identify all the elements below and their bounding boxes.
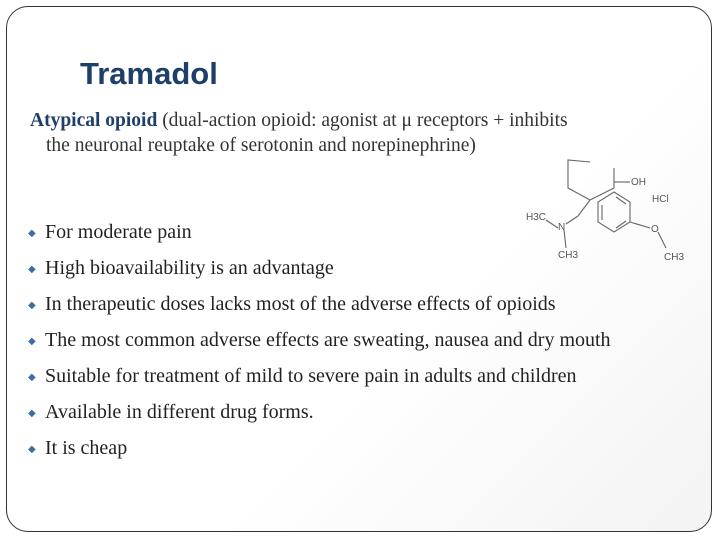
bullet-item — [28, 364, 704, 390]
bullet-text: Suitable for treatment of mild to severe pain in adults and children — [45, 365, 577, 387]
ch3-n-label: CH3 — [558, 250, 579, 261]
bullet-icon: ◆ — [28, 408, 36, 419]
oh-label: OH — [631, 177, 646, 188]
intro-highlight: Atypical opioid — [30, 110, 158, 131]
bullet-icon: ◆ — [28, 228, 36, 239]
bullet-icon: ◆ — [28, 444, 36, 455]
bullet-item — [28, 436, 704, 462]
bullet-text: It is cheap — [45, 437, 128, 459]
hcl-label: HCl — [652, 194, 669, 205]
bullet-text: The most common adverse effects are sweating, nausea and dry mouth — [45, 329, 611, 351]
bullet-item — [28, 328, 704, 354]
h3c-label: H3C — [526, 212, 547, 223]
ch3-o-label: CH3 — [664, 252, 685, 263]
bullet-item — [28, 400, 704, 426]
n-label: N — [558, 222, 566, 233]
slide-title: Tramadol — [80, 56, 218, 91]
bullet-text: Available in different drug forms. — [45, 401, 314, 423]
molecule-bonds — [546, 160, 666, 248]
bullet-text: High bioavailability is an advantage — [45, 257, 334, 279]
bullet-text: For moderate pain — [45, 221, 192, 243]
bullet-icon: ◆ — [28, 336, 36, 347]
intro-line2: the neuronal reuptake of serotonin and norepinephrine) — [46, 135, 476, 156]
tramadol-structure-image — [518, 148, 688, 266]
bullet-text: In therapeutic doses lacks most of the adverse effects of opioids — [45, 293, 556, 315]
bullet-icon: ◆ — [28, 264, 36, 275]
o-label: O — [651, 224, 659, 235]
bullet-item — [28, 292, 704, 318]
intro-line1-rest: (dual-action opioid: agonist at μ receptors + inhibits — [157, 110, 568, 131]
bullet-icon: ◆ — [28, 372, 36, 383]
bullet-icon: ◆ — [28, 300, 36, 311]
